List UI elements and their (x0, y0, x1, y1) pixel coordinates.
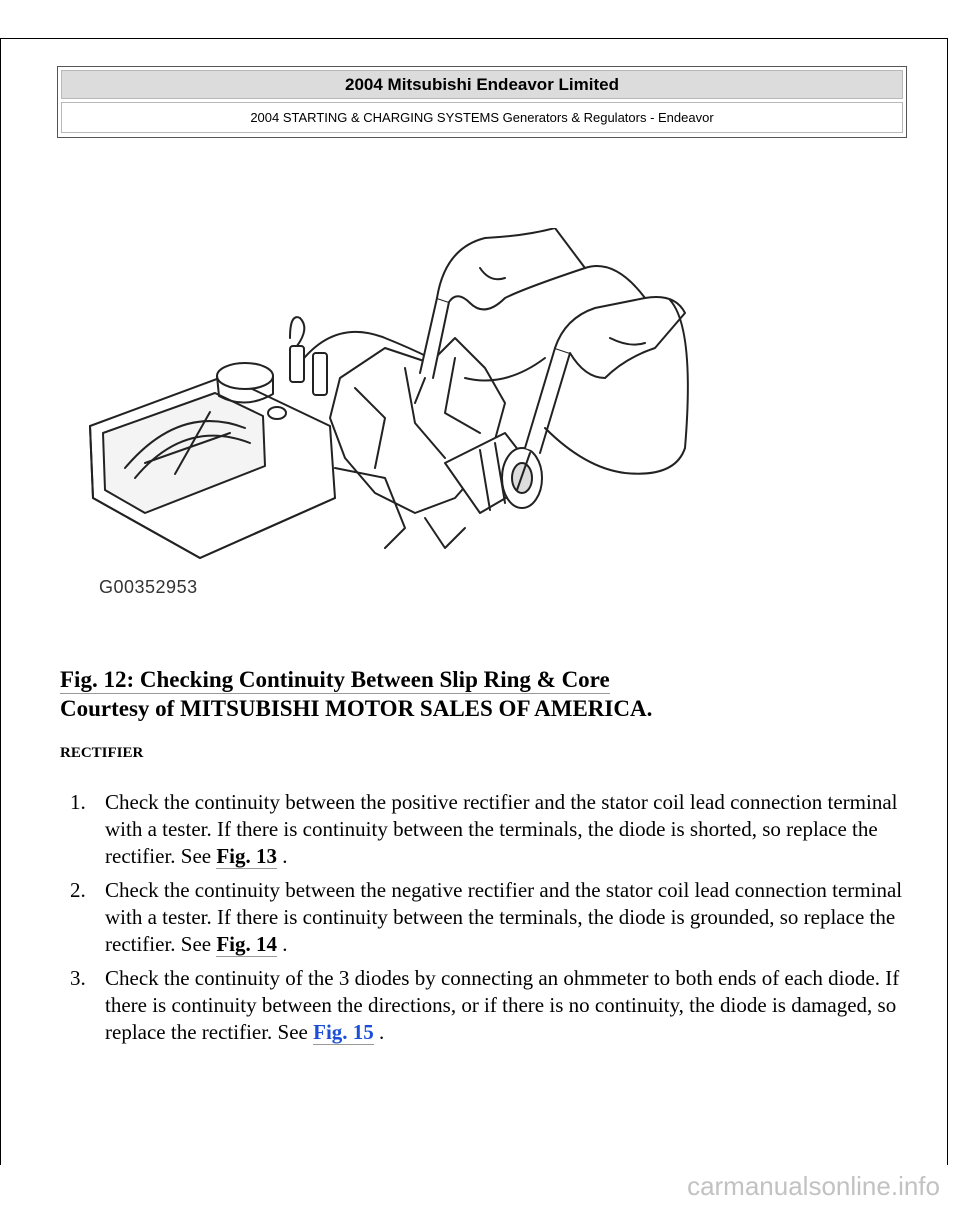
step-number: 3. (70, 966, 86, 990)
step-item (70, 789, 920, 870)
figure-illustration (85, 228, 700, 608)
step-text: Check the continuity between the negative rectifier and the stator coil lead connection terminal with a tester. If there is continuity between the terminals, the diode is grounded, so replace the rectifier. See (105, 878, 903, 956)
figure-courtesy: Courtesy of MITSUBISHI MOTOR SALES OF AMERICA. (60, 696, 653, 721)
step-item (70, 877, 920, 958)
figure-link-14[interactable]: Fig. 14 (216, 932, 278, 956)
step-number: 1. (70, 790, 86, 814)
header-title: 2004 Mitsubishi Endeavor Limited (61, 70, 903, 99)
figure-caption-link[interactable]: Fig. 12: Checking Continuity Between Slip Ring & Core (60, 667, 610, 692)
figure-code: G00352953 (99, 577, 198, 597)
step-item (70, 965, 920, 1046)
step-text: Check the continuity of the 3 diodes by connecting an ohmmeter to both ends of each diode. If there is continuity between the directions, or if there is no continuity, the diode is damaged, so replace the rectifier. See (105, 966, 900, 1044)
header-subtitle: 2004 STARTING & CHARGING SYSTEMS Generators & Regulators - Endeavor (61, 102, 903, 133)
figure-caption[interactable] (60, 666, 610, 693)
steps-list (70, 789, 920, 1053)
step-end: . (277, 932, 288, 956)
figure-link-13[interactable]: Fig. 13 (216, 844, 278, 868)
figure-link-15[interactable]: Fig. 15 (313, 1020, 374, 1044)
step-number: 2. (70, 878, 86, 902)
watermark: carmanualsonline.info (687, 1171, 940, 1201)
step-end: . (373, 1020, 385, 1044)
step-end: . (277, 844, 288, 868)
step-text: Check the continuity between the positive rectifier and the stator coil lead connection terminal with a tester. If there is continuity between the terminals, the diode is shorted, so replace the rectifier. See (105, 790, 898, 868)
document-header (57, 66, 907, 138)
section-heading: RECTIFIER (60, 745, 144, 761)
